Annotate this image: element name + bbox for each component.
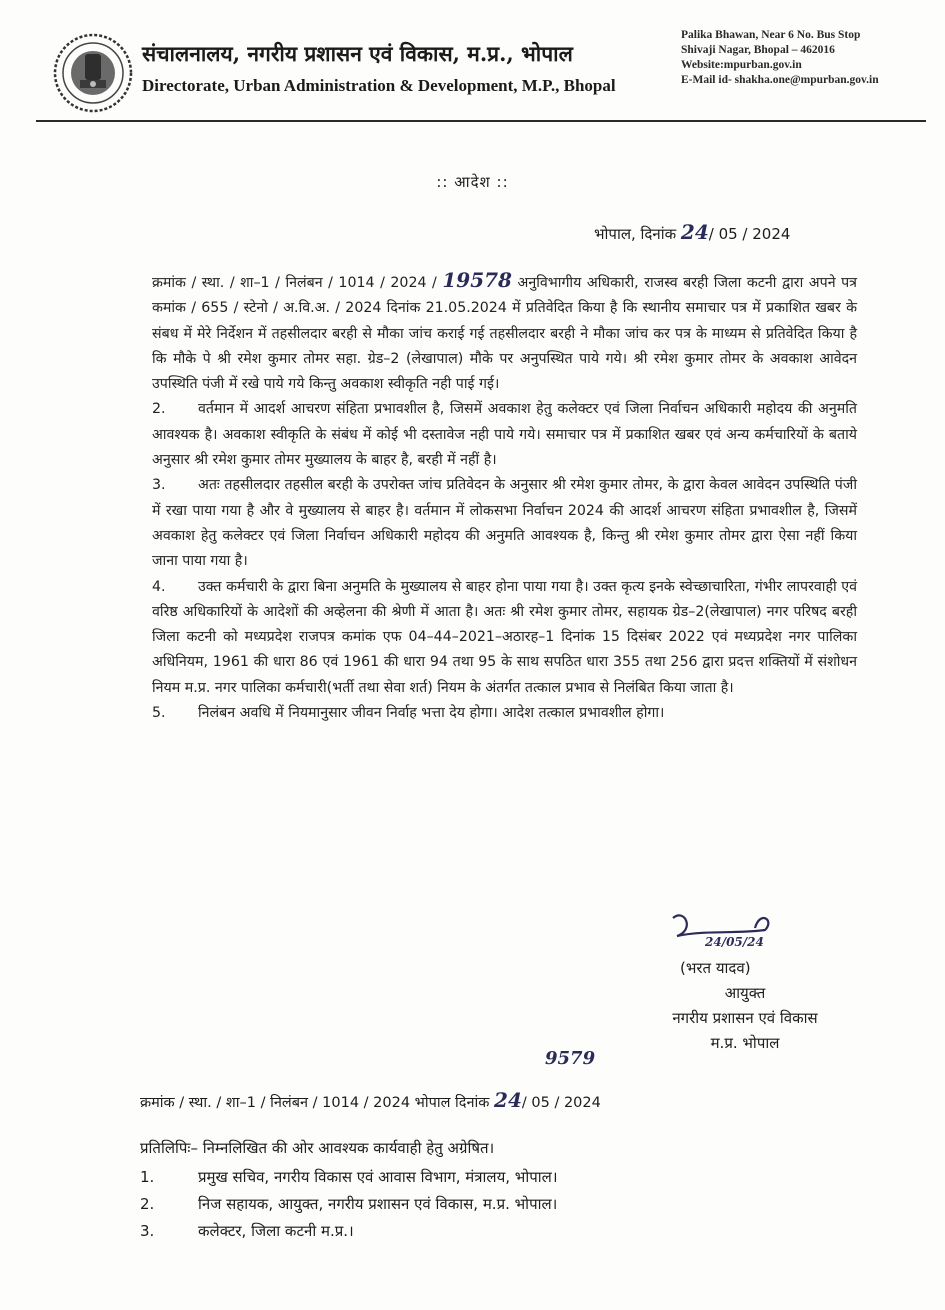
recipient-number: 1. [140,1168,155,1186]
recipient-number: 3. [140,1222,155,1240]
signatory-department: नगरीय प्रशासन एवं विकास [672,1009,818,1027]
paragraph-text: अतः तहसीलदार तहसील बरही के उपरोक्त जांच प्रतिवेदन के अनुसार श्री रमेश कुमार तोमर, के द्वारा केवल आवेदन उपस्थिति पंजी में रखा पाया गया है और वे मुख्यालय से बाहर है। वर्तमान में लोकसभा निर्वाचन 2024 की आदर्श आचरण संहिता प्रभावशील है, जिसमें अवकाश हेतु कलेक्टर एवं जिला निर्वाचन अधिकारी महोदय की अनुमति आवश्यक है, किन्तु श्री रमेश कुमार तोमर द्वारा ऐसा नहीं किया जाना पाया गया है। [152,477,857,570]
recipient-text: प्रमुख सचिव, नगरीय विकास एवं आवास विभाग, मंत्रालय, भोपाल। [198,1168,558,1186]
order-title: :: आदेश :: [436,173,509,191]
paragraph-number: 5. [152,705,166,722]
email: E-Mail id- shakha.one@mpurban.gov.in [681,74,879,86]
signatory-place: म.प्र. भोपाल [710,1034,780,1052]
copy-to-intro: प्रतिलिपिः– निम्नलिखित की ओर आवश्यक कार्यवाही हेतु अग्रेषित। [140,1139,495,1157]
paragraph-number: 4. [152,578,166,595]
endorsement-reference [140,1088,601,1112]
department-name-hindi: संचालनालय, नगरीय प्रशासन एवं विकास, म.प्र., भोपाल [142,41,573,66]
paragraph-text: उक्त कर्मचारी के द्वारा बिना अनुमति के मुख्यालय से बाहर होना पाया गया है। उक्त कृत्य इनके स्वेच्छाचारिता, गंभीर लापरवाही एवं वरिष्ठ अधिकारियों के आदेशों की अव्हेलना की श्रेणी में आता है। अतः श्री रमेश कुमार तोमर, सहायक ग्रेड–2(लेखापाल) नगर परिषद बरही जिला कटनी को मध्यप्रदेश राजपत्र कमांक एफ 04–44–2021–अठारह–1 दिनांक 15 दिसंबर 2022 एवं मध्यप्रदेश नगर पालिका अधिनियम, 1961 की धारा 86 एवं 1961 की धारा 94 तथा 95 के साथ सपठित धारा 355 तथा 256 द्वारा प्रदत्त शक्तियों में संशोधन नियम म.प्र. नगर पालिका कर्मचारी(भर्ती तथा सेवा शर्त) नियम के अंतर्गत तत्काल प्रभाव से निलंबित किया जाता है। [152,578,857,696]
recipient-number: 2. [140,1195,155,1213]
paragraph-2 [152,397,857,473]
date-prefix: भोपाल, दिनांक [594,225,677,243]
order-body [152,268,857,726]
reference-number: क्रमांक / स्था. / शा–1 / निलंबन / 1014 / 2024 / [152,275,437,291]
address-line-2: Shivaji Nagar, Bhopal – 462016 [681,44,835,56]
paragraph-number: 3. [152,477,166,494]
endorsement-date-suffix: / 05 / 2024 [521,1095,601,1111]
paragraph-text: वर्तमान में आदर्श आचरण संहिता प्रभावशील है, जिसमें अवकाश हेतु कलेक्टर एवं जिला निर्वाचन अधिकारी महोदय की अनुमति आवश्यक है। अवकाश स्वीकृति के संबंध में कोई भी दस्तावेज नही पाये गये। समाचार पत्र में प्रकाशित खबर एवं अन्य कर्मचारियों के बताये अनुसार श्री रमेश कुमार तोमर मुख्यालय के बाहर है, बरही में नहीं है। [152,401,857,469]
paragraph-3 [152,473,857,574]
paragraph-number: 2. [152,401,166,418]
paragraph-4 [152,575,857,701]
paragraph-1-text: अनुविभागीय अधिकारी, राजस्व बरही जिला कटनी द्वारा अपने पत्र कमांक / 655 / स्टेनो / अ.वि.अ. / 2024 दिनांक 21.05.2024 में प्रतिवेदित किया है कि स्थानीय समाचार पत्र में प्रकाशित खबर के संबध में मेरे निर्देशन में तहसीलदार बरही से मौका जांच कराई गई तहसीलदार बरही ने मौका जांच कर पत्र के माध्यम से प्रतिवेदित किया है कि मौके पे श्री रमेश कुमार तोमर सहा. ग्रेड–2 (लेखापाल) मौके पर अनुपस्थित पाये गये। श्री रमेश कुमार तोमर के अवकाश आवेदन उपस्थिति पंजी में रखे पाये गये किन्तु अवकाश स्वीकृति नही पाई गई। [152,275,858,393]
list-item [140,1164,558,1191]
endorsement-number-handwritten: 9579 [545,1048,596,1069]
website: Website:mpurban.gov.in [681,59,802,71]
list-item [140,1191,558,1218]
contact-block [681,28,879,88]
signature-scribble [665,900,785,960]
address-line-1: Palika Bhawan, Near 6 No. Bus Stop [681,29,861,41]
date-suffix: / 05 / 2024 [708,225,791,243]
recipient-text: निज सहायक, आयुक्त, नगरीय प्रशासन एवं विकास, म.प्र. भोपाल। [198,1195,558,1213]
date-day-handwritten: 24 [680,220,709,244]
department-name-english: Directorate, Urban Administration & Development, M.P., Bhopal [142,76,616,95]
order-date [594,220,790,244]
paragraph-5 [152,701,857,726]
letterhead-divider [36,120,926,122]
endorsement-ref-printed: क्रमांक / स्था. / शा–1 / निलंबन / 1014 / 2024 भोपाल दिनांक [140,1095,490,1111]
signatory-designation: आयुक्त [724,984,766,1002]
paragraph-1 [152,268,857,397]
recipient-text: कलेक्टर, जिला कटनी म.प्र.। [198,1222,354,1240]
signature-date-handwritten: 24/05/24 [705,935,764,949]
reference-handwritten: 19578 [442,268,512,292]
copy-recipient-list [140,1164,558,1245]
list-item [140,1218,558,1245]
paragraph-text: निलंबन अवधि में नियमानुसार जीवन निर्वाह भत्ता देय होगा। आदेश तत्काल प्रभावशील होगा। [198,705,665,722]
government-emblem-icon [52,32,134,114]
signatory-name: (भरत यादव) [680,959,751,977]
endorsement-date-handwritten: 24 [494,1088,522,1112]
signatory-block [620,956,870,1056]
